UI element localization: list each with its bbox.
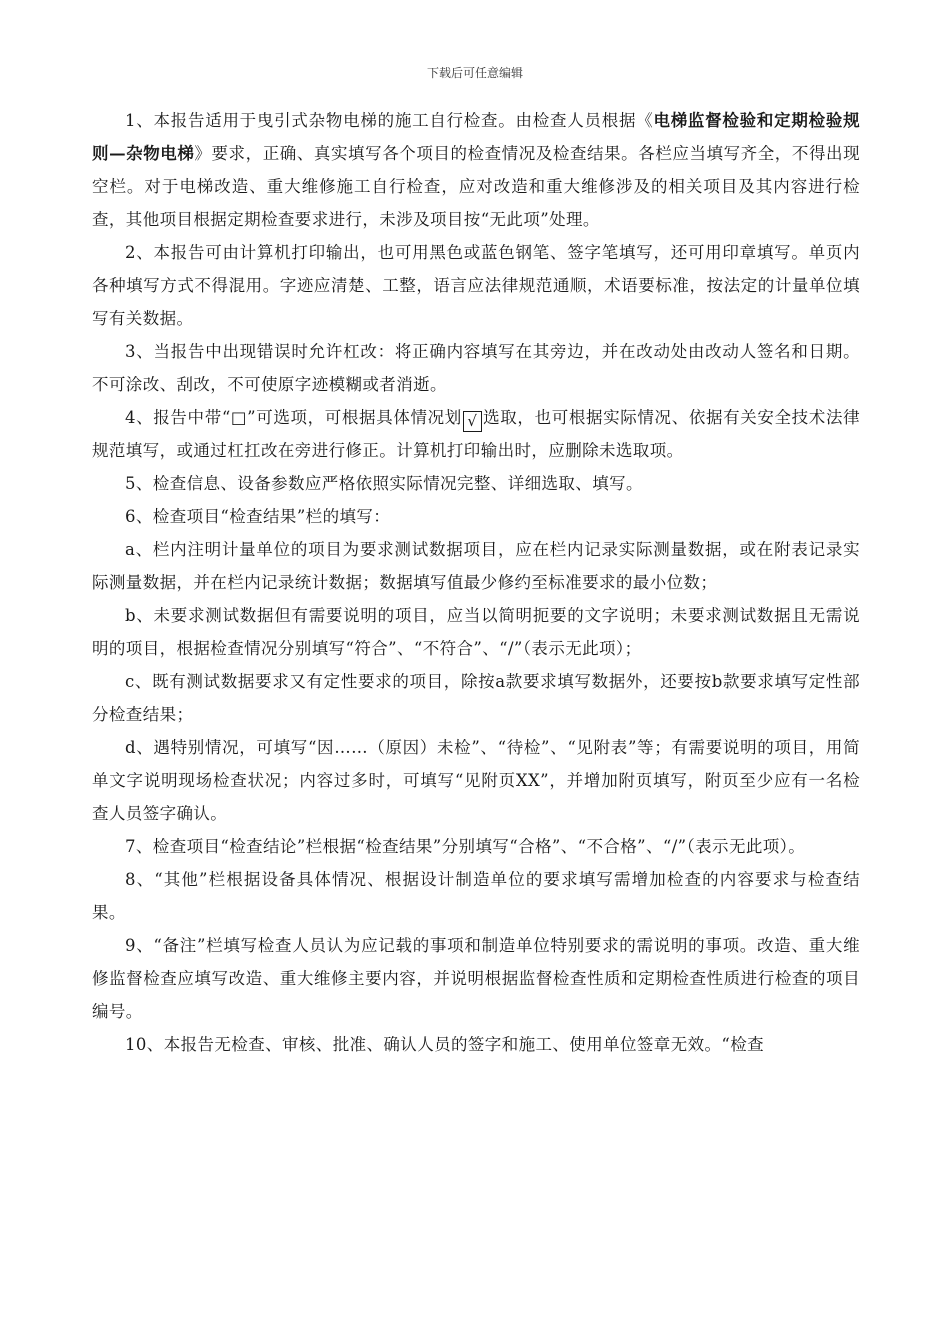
paragraph-1-text-start: 1、本报告适用于曳引式杂物电梯的施工自行检查。由检查人员根据《 [125, 111, 654, 130]
paragraph-10: 10、本报告无检查、审核、批准、确认人员的签字和施工、使用单位签章无效。“检查 [125, 1035, 765, 1054]
regulation-title: 电梯监督检验和定期检验规则—杂物电梯 [92, 111, 860, 163]
paragraph-8: 8、“其他”栏根据设备具体情况、根据设计制造单位的要求填写需增加检查的内容要求与检查结果。 [92, 870, 860, 922]
paragraph-4-text-start: 4、报告中带“□”可选项，可根据具体情况划 [125, 408, 462, 427]
paragraph-7: 7、检查项目“检查结论”栏根据“检查结果”分别填写“合格”、“不合格”、“/”（表示无此项）。 [125, 837, 806, 856]
paragraph-3: 3、当报告中出现错误时允许杠改：将正确内容填写在其旁边，并在改动处由改动人签名和日期。不可涂改、刮改，不可使原字迹模糊或者消逝。 [92, 342, 860, 394]
page-header: 下载后可任意编辑 [426, 66, 523, 80]
paragraph-1 [92, 104, 860, 236]
paragraph-6c: c、既有测试数据要求又有定性要求的项目，除按a款要求填写数据外，还要按b款要求填写定性部分检查结果； [92, 672, 860, 724]
paragraph-6: 6、检查项目“检查结果”栏的填写： [125, 507, 391, 526]
paragraph-4 [92, 401, 860, 467]
paragraph-6d: d、遇特别情况，可填写“因……（原因）未检”、“待检”、“见附表”等；有需要说明的项目，用简单文字说明现场检查状况；内容过多时，可填写“见附页XX”，并增加附页填写，附页至少应有一名检查人员签字确认。 [92, 738, 860, 823]
paragraph-1-text-end: 》要求，正确、真实填写各个项目的检查情况及检查结果。各栏应当填写齐全，不得出现空栏。对于电梯改造、重大维修施工自行检查，应对改造和重大维修涉及的相关项目及其内容进行检查，其他项目根据定期检查要求进行，未涉及项目按“无此项”处理。 [92, 144, 860, 229]
paragraph-2: 2、本报告可由计算机打印输出，也可用黑色或蓝色钢笔、签字笔填写，还可用印章填写。单页内各种填写方式不得混用。字迹应清楚、工整，语言应法律规范通顺，术语要标准，按法定的计量单位填写有关数据。 [92, 243, 860, 328]
document-body [92, 104, 860, 1061]
paragraph-5: 5、检查信息、设备参数应严格依照实际情况完整、详细选取、填写。 [125, 474, 643, 493]
paragraph-4-text-end: 选取，也可根据实际情况、依据有关安全技术法律规范填写，或通过杠扛改在旁进行修正。计算机打印输出时，应删除未选取项。 [92, 408, 860, 460]
paragraph-6a: a、栏内注明计量单位的项目为要求测试数据项目，应在栏内记录实际测量数据，或在附表记录实际测量数据，并在栏内记录统计数据；数据填写值最少修约至标准要求的最小位数； [92, 540, 860, 592]
paragraph-6b: b、未要求测试数据但有需要说明的项目，应当以简明扼要的文字说明；未要求测试数据且无需说明的项目，根据检查情况分别填写“符合”、“不符合”、“/”（表示无此项）； [92, 606, 860, 658]
paragraph-9: 9、“备注”栏填写检查人员认为应记载的事项和制造单位特别要求的需说明的事项。改造、重大维修监督检查应填写改造、重大维修主要内容，并说明根据监督检查性质和定期检查性质进行检查的项目编号。 [92, 936, 860, 1021]
checkmark-box-icon: √ [463, 411, 482, 432]
